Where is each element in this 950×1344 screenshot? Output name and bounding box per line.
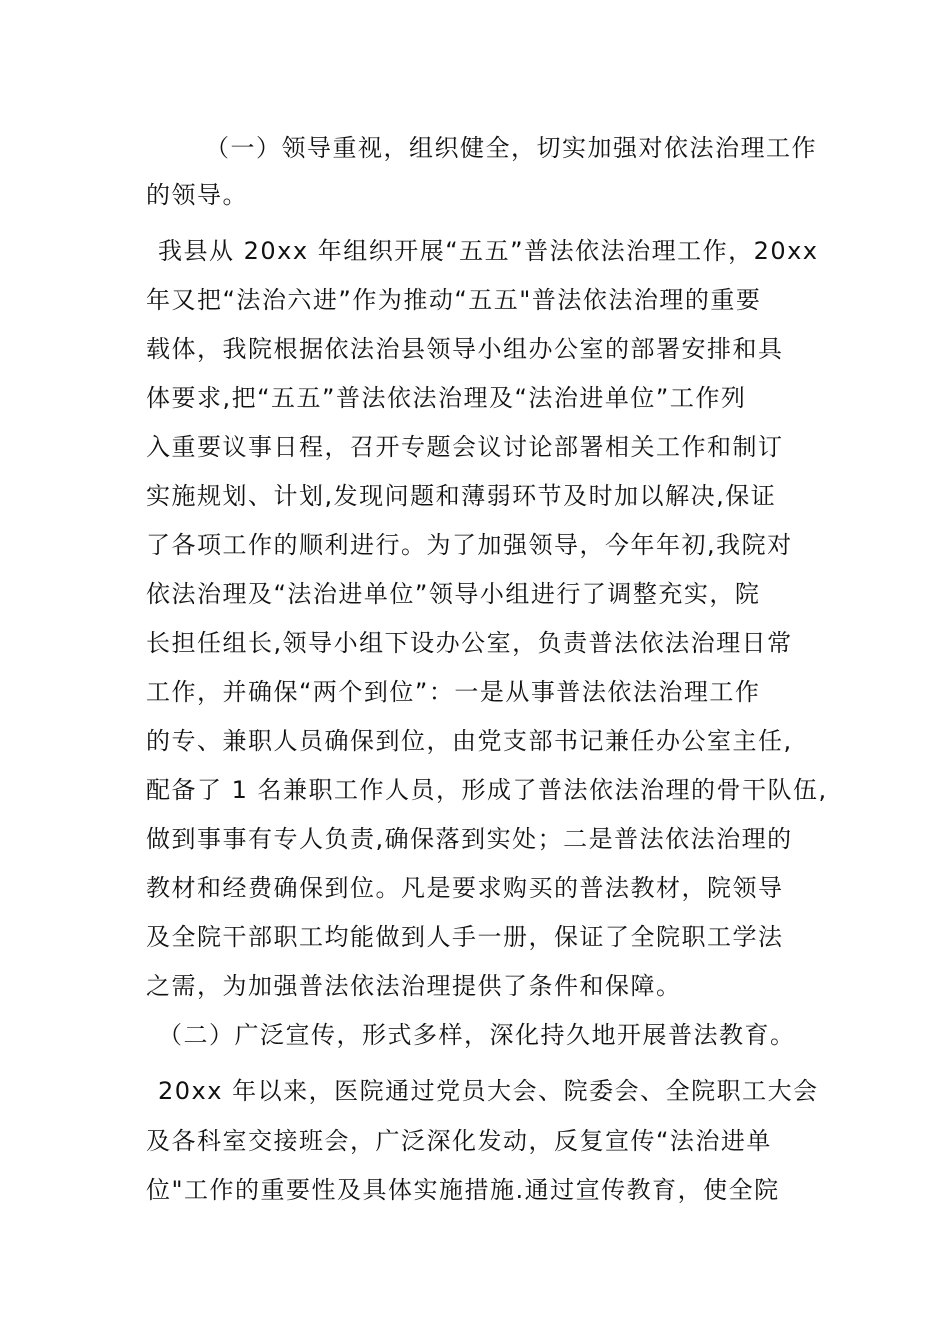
paragraph-line: 位"工作的重要性及具体实施措施.通过宣传教育，使全院 bbox=[146, 1176, 780, 1204]
paragraph-line: 的专、兼职人员确保到位，由党支部书记兼任办公室主任, bbox=[146, 727, 793, 755]
paragraph-line: 20xx 年以来，医院通过党员大会、院委会、全院职工大会 bbox=[158, 1077, 819, 1105]
paragraph-line: 了各项工作的顺利进行。为了加强领导，今年年初,我院对 bbox=[146, 531, 793, 559]
paragraph-line: 做到事事有专人负责,确保落到实处；二是普法依法治理的 bbox=[146, 825, 793, 853]
paragraph-line: 配备了 1 名兼职工作人员，形成了普法依法治理的骨干队伍, bbox=[146, 776, 828, 804]
paragraph-line: 入重要议事日程，召开专题会议讨论部署相关工作和制订 bbox=[146, 433, 784, 461]
heading-section-2: （二）广泛宣传，形式多样，深化持久地开展普法教育。 bbox=[158, 1021, 796, 1049]
paragraph-line: 及全院干部职工均能做到人手一册，保证了全院职工学法 bbox=[146, 923, 784, 951]
paragraph-line: 及各科室交接班会，广泛深化发动，反复宣传“法治进单 bbox=[146, 1127, 772, 1155]
paragraph-line: 体要求,把“五五”普法依法治理及“法治进单位”工作列 bbox=[146, 384, 747, 412]
paragraph-line: 之需，为加强普法依法治理提供了条件和保障。 bbox=[146, 972, 682, 1000]
paragraph-line: 依法治理及“法治进单位”领导小组进行了调整充实，院 bbox=[146, 580, 761, 608]
heading-section-1-continuation: 的领导。 bbox=[146, 181, 248, 209]
paragraph-line: 载体，我院根据依法治县领导小组办公室的部署安排和具 bbox=[146, 335, 784, 363]
paragraph-line: 工作，并确保“两个到位”：一是从事普法依法治理工作 bbox=[146, 678, 761, 706]
paragraph-line: 实施规划、计划,发现问题和薄弱环节及时加以解决,保证 bbox=[146, 482, 777, 510]
paragraph-line: 我县从 20xx 年组织开展“五五”普法依法治理工作，20xx bbox=[158, 237, 819, 265]
paragraph-line: 长担任组长,领导小组下设办公室，负责普法依法治理日常 bbox=[146, 629, 793, 657]
paragraph-line: 年又把“法治六进”作为推动“五五"普法依法治理的重要 bbox=[146, 286, 762, 314]
heading-section-1: （一）领导重视，组织健全，切实加强对依法治理工作 bbox=[205, 134, 817, 162]
paragraph-line: 教材和经费确保到位。凡是要求购买的普法教材，院领导 bbox=[146, 874, 784, 902]
